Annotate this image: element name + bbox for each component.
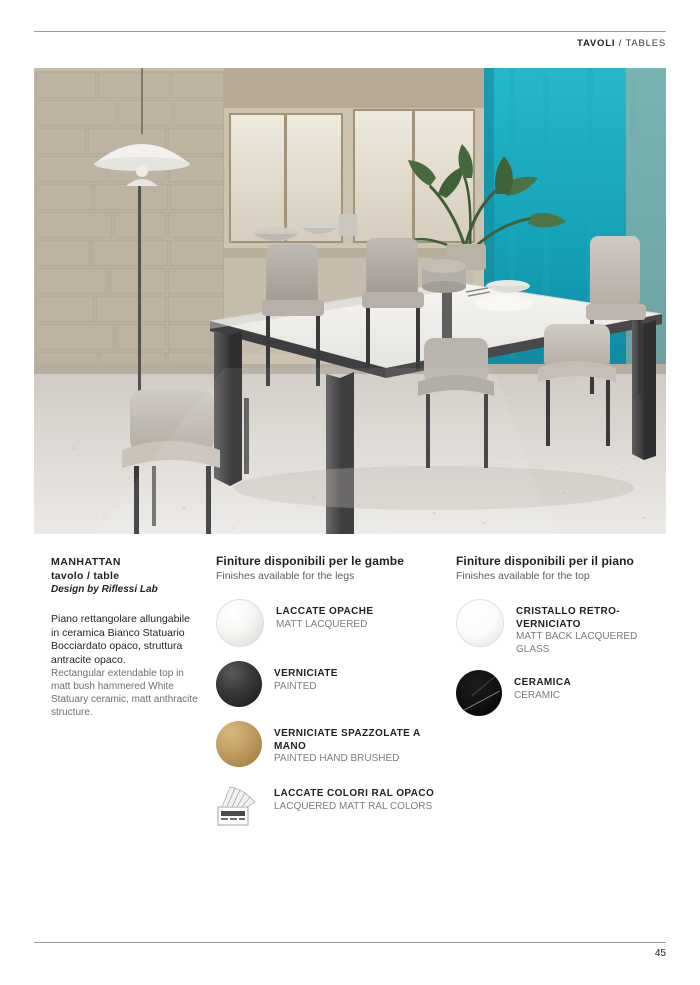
- list-item[interactable]: [216, 781, 446, 827]
- product-type: tavolo / table: [51, 570, 120, 582]
- header-category-it: TAVOLI: [577, 38, 616, 49]
- list-item[interactable]: [456, 670, 671, 716]
- circle-swatch-dark-icon: [216, 661, 262, 707]
- finish-name-en: PAINTED: [274, 680, 317, 692]
- finish-name-en: PAINTED HAND BRUSHED: [274, 753, 400, 764]
- finish-name-it: CRISTALLO RETRO-VERNICIATO: [516, 606, 620, 630]
- product-info: [51, 555, 201, 719]
- footer-divider: [34, 942, 666, 943]
- leg-finishes-title: Finiture disponibili per le gambe: [216, 554, 404, 568]
- list-item[interactable]: [216, 661, 446, 707]
- finish-name-it: VERNICIATE: [274, 668, 338, 679]
- header-category-en: TABLES: [625, 38, 666, 49]
- header-separator: /: [618, 38, 623, 49]
- top-finishes-list: [456, 599, 671, 716]
- header-category: [577, 38, 666, 49]
- circle-swatch-bronze-icon: [216, 721, 262, 767]
- finish-name-it: LACCATE COLORI RAL OPACO: [274, 788, 435, 799]
- finish-name-en: MATT LACQUERED: [276, 618, 368, 630]
- finish-labels: [274, 721, 446, 766]
- finish-name-en: MATT BACK LACQUERED GLASS: [516, 631, 638, 655]
- finish-name-it: VERNICIATE SPAZZOLATE A MANO: [274, 728, 421, 752]
- top-finishes-title: Finiture disponibili per il piano: [456, 554, 634, 568]
- finish-name-en: LACQUERED MATT RAL COLORS: [274, 800, 433, 812]
- product-name: MANHATTAN: [51, 556, 122, 568]
- ral-fan-deck-icon: [216, 781, 262, 827]
- leg-finishes-subtitle: Finishes available for the legs: [216, 570, 355, 582]
- finish-labels: [516, 599, 671, 656]
- list-item[interactable]: [216, 599, 446, 647]
- finish-labels: [274, 661, 338, 693]
- top-finishes-subtitle: Finishes available for the top: [456, 570, 590, 582]
- finish-name-en: CERAMIC: [514, 689, 561, 701]
- circle-swatch-white-icon: [216, 599, 264, 647]
- finish-labels: [514, 670, 571, 702]
- circle-swatch-glass-icon: [456, 599, 504, 647]
- product-designer: Design by Riflessi Lab: [51, 584, 158, 595]
- leg-finishes-section: [216, 553, 446, 841]
- circle-swatch-ceramic-icon: [456, 670, 502, 716]
- list-item[interactable]: [456, 599, 671, 656]
- finish-labels: [276, 599, 373, 631]
- leg-finishes-list: [216, 599, 446, 827]
- page-number: 45: [654, 948, 666, 959]
- product-description-en: Rectangular extendable top in matt bush hammered White Statuary ceramic, matt anthracite structure.: [51, 668, 198, 718]
- header-divider: [34, 31, 666, 32]
- top-finishes-section: [456, 553, 671, 730]
- finish-labels: [274, 781, 434, 813]
- product-description-it: Piano rettangolare allungabile in ceramica Bianco Statuario Bocciardato opaco, struttura antracite opaco.: [51, 613, 190, 666]
- finish-name-it: LACCATE OPACHE: [276, 606, 374, 617]
- finish-name-it: CERAMICA: [514, 677, 572, 688]
- product-photo: [34, 68, 666, 534]
- list-item[interactable]: [216, 721, 446, 767]
